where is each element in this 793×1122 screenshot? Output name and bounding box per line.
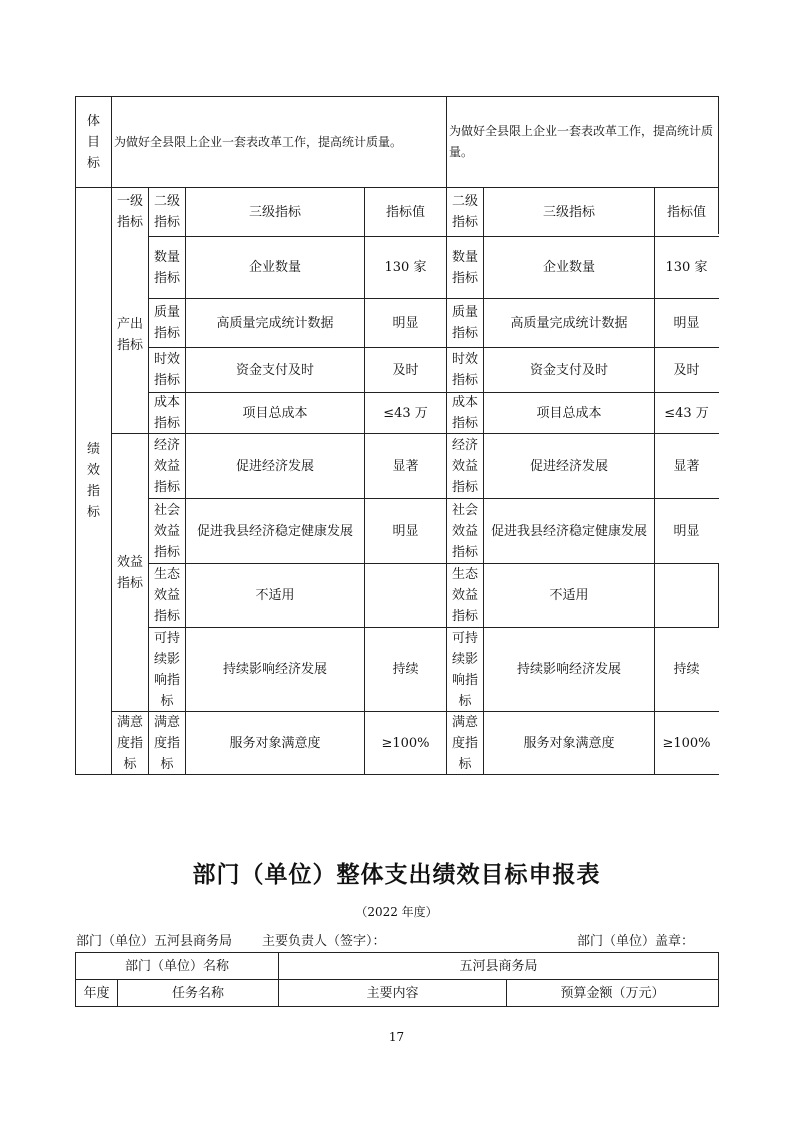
group-output-label: 产出指标: [116, 317, 143, 353]
row-value-left: ≤43 万: [383, 405, 428, 421]
row-level3-left: 不适用: [255, 588, 295, 603]
header-level2-left: 二级指标: [153, 194, 180, 230]
header-level1: 一级指标: [116, 194, 143, 230]
unit-name-label: 部门（单位）名称: [124, 958, 229, 974]
goal-label: 体目标: [86, 113, 100, 171]
header-level2-right: 二级指标: [451, 194, 478, 230]
row-level2-right: 生态效益指标: [451, 567, 478, 624]
row-level3-left: 促进经济发展: [235, 458, 314, 474]
row-level3-left: 高质量完成统计数据: [216, 315, 334, 331]
row-level3-right: 企业数量: [542, 260, 595, 275]
row-level3-left: 促进我县经济稳定健康发展: [196, 523, 353, 539]
row-level3-right: 项目总成本: [536, 405, 602, 421]
goal-text-right: 为做好全县限上企业一套表改革工作，提高统计质量。: [449, 124, 714, 159]
row-level3-left: 持续影响经济发展: [222, 662, 327, 677]
row-level3-right: 资金支付及时: [529, 362, 608, 378]
row-level2-left: 数量指标: [153, 249, 180, 286]
row-value-left: 持续: [392, 662, 419, 677]
unit-name-value: 五河县商务局: [459, 958, 538, 974]
row-value-right: 及时: [673, 362, 700, 378]
row-level2-left: 质量指标: [153, 305, 180, 341]
row-value-right: ≥100%: [662, 735, 711, 751]
col-year: 年度: [83, 985, 110, 1001]
row-value-left: 显著: [392, 458, 419, 474]
row-value-left: ≥100%: [381, 735, 430, 751]
row-level3-right: 高质量完成统计数据: [510, 315, 628, 331]
row-level2-left: 生态效益指标: [153, 567, 180, 624]
row-level2-right: 成本指标: [451, 395, 478, 431]
row-level2-right: 满意度指标: [451, 714, 478, 772]
row-level2-right: 数量指标: [451, 249, 478, 286]
row-value-left: 及时: [392, 362, 419, 378]
header-level3-left: 三级指标: [248, 204, 301, 220]
header-level3-right: 三级指标: [542, 204, 595, 220]
row-level3-right: 持续影响经济发展: [516, 662, 621, 677]
row-level3-right: 促进我县经济稳定健康发展: [490, 523, 647, 539]
header-value-left: 指标值: [385, 204, 425, 220]
row-level3-right: 促进经济发展: [529, 458, 608, 474]
row-level3-left: 资金支付及时: [235, 362, 314, 378]
row-level2-right: 经济效益指标: [451, 437, 478, 495]
perf-indicator-label: 绩效指标: [86, 442, 100, 520]
row-level2-right: 社会效益指标: [451, 502, 478, 560]
row-value-left: 明显: [392, 315, 419, 331]
seal-line: 部门（单位）盖章：: [577, 934, 695, 949]
row-level3-right: 服务对象满意度: [523, 735, 615, 751]
header-value-right: 指标值: [666, 204, 706, 220]
row-level2-left: 满意度指标: [153, 714, 180, 772]
page-number: 17: [388, 1030, 405, 1044]
col-budget-amount: 预算金额（万元）: [560, 985, 665, 1001]
col-task-name: 任务名称: [171, 985, 224, 1001]
row-level2-right: 可持续影响指标: [451, 630, 478, 709]
row-value-right: 明显: [673, 523, 700, 539]
col-main-content: 主要内容: [366, 985, 419, 1001]
row-level2-left: 成本指标: [153, 395, 180, 431]
row-level2-right: 质量指标: [451, 305, 478, 341]
row-level2-left: 时效指标: [153, 352, 180, 388]
row-value-right: 显著: [673, 458, 700, 474]
row-level2-left: 经济效益指标: [153, 437, 180, 495]
year-note: （2022 年度）: [355, 905, 438, 919]
group-satisfaction-label: 满意度指标: [116, 714, 143, 772]
group-benefit-label: 效益指标: [116, 554, 143, 591]
form-title: 部门（单位）整体支出绩效目标申报表: [192, 862, 601, 888]
row-level3-left: 项目总成本: [242, 405, 308, 421]
row-level2-right: 时效指标: [451, 352, 478, 388]
row-value-right: ≤43 万: [664, 405, 709, 421]
dept-line: 部门（单位）五河县商务局: [76, 934, 233, 949]
row-value-right: 明显: [673, 315, 700, 331]
row-level3-left: 服务对象满意度: [229, 735, 321, 751]
row-level3-left: 企业数量: [248, 260, 301, 275]
responsible-line: 主要负责人（签字）：: [262, 934, 386, 949]
row-level2-left: 社会效益指标: [153, 502, 180, 560]
row-level3-right: 不适用: [549, 588, 589, 603]
row-value-right: 持续: [673, 662, 700, 677]
row-value-left: 明显: [392, 523, 419, 539]
row-value-left: 130 家: [384, 260, 427, 275]
row-level2-left: 可持续影响指标: [153, 630, 180, 709]
goal-text-left: 为做好全县限上企业一套表改革工作，提高统计质量。: [114, 134, 403, 149]
row-value-right: 130 家: [665, 260, 708, 275]
